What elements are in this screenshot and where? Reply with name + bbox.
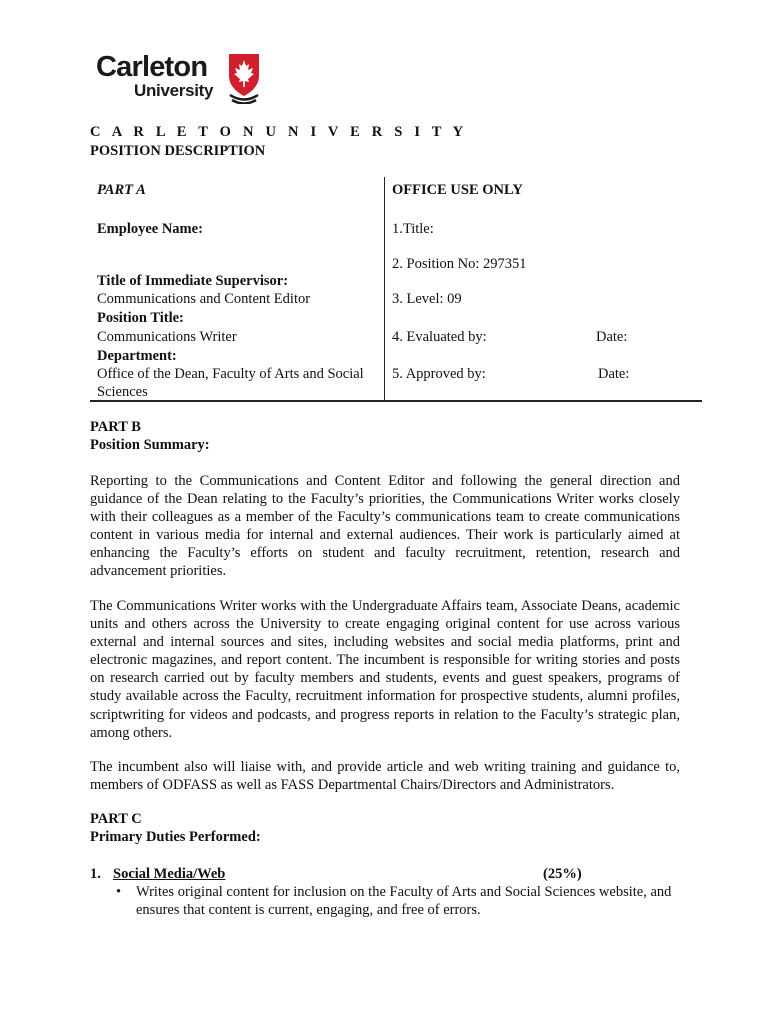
logo-wordmark-university: University: [134, 81, 214, 100]
supervisor-value: Communications and Content Editor: [97, 291, 311, 307]
duty-percent: (25%): [543, 866, 582, 882]
maple-leaf-shield-icon: [226, 52, 262, 104]
supervisor-label: Title of Immediate Supervisor:: [97, 273, 289, 289]
approved-by-field: 5. Approved by:: [392, 366, 486, 382]
carleton-logo: [96, 50, 271, 106]
primary-duties-heading: Primary Duties Performed:: [90, 829, 261, 845]
position-number-field: 2. Position No: 297351: [392, 256, 527, 272]
position-title-value: Communications Writer: [97, 329, 237, 345]
bullet-icon: •: [116, 884, 122, 900]
summary-paragraph-2: The Communications Writer works with the Undergraduate Affairs team, Associate Deans, academic units and others across the University to create engaging original content for use across various external and internal sources and sites, including websites and social media platforms, print and electronic magazines, and report content. The incumbent is responsible for writing stories and posts on research carried out by faculty members and students, events and guest speakers, programs of study available across the Faculty, recruitment information for prospective students, alumni profiles, scriptwriting for videos and podcasts, and progress reports in relation to the Faculty’s strategic plan, among others.: [90, 598, 680, 741]
employee-name-label: Employee Name:: [97, 221, 203, 237]
approved-date-field: Date:: [598, 366, 630, 382]
department-label: Department:: [97, 348, 177, 364]
evaluated-by-field: 4. Evaluated by:: [392, 329, 487, 345]
part-b-heading: PART B: [90, 419, 141, 435]
office-use-heading: OFFICE USE ONLY: [392, 182, 523, 198]
summary-paragraph-1: Reporting to the Communications and Content Editor and following the general direction and guidance of the Dean relating to the Faculty’s priorities, the Communications Writer works closely with their colleagues as a member of the Faculty’s communications team to create communications content in various media for internal and external audiences. Their work is particularly aimed at enhancing the Faculty’s efforts on student and faculty recruitment, retention, research and advancement priorities.: [90, 473, 680, 580]
part-a-heading: PART A: [97, 182, 146, 198]
duty-number: 1.: [90, 866, 101, 882]
position-summary-heading: Position Summary:: [90, 437, 210, 453]
office-title-field: 1.Title:: [392, 221, 434, 237]
document-title: POSITION DESCRIPTION: [90, 143, 266, 159]
column-divider: [384, 177, 385, 400]
logo-wordmark-carleton: Carleton: [96, 51, 208, 83]
part-c-heading: PART C: [90, 811, 142, 827]
position-title-label: Position Title:: [97, 310, 184, 326]
university-heading: C A R L E T O N U N I V E R S I T Y: [90, 124, 468, 140]
level-field: 3. Level: 09: [392, 291, 462, 307]
duty-bullet-text: Writes original content for inclusion on the Faculty of Arts and Social Sciences website, and ensures that content is current, engaging, and free of errors.: [136, 884, 672, 919]
section-divider: [90, 400, 702, 402]
duty-title: Social Media/Web: [113, 866, 226, 882]
department-value-line2: Sciences: [97, 384, 148, 400]
summary-paragraph-3: The incumbent also will liaise with, and provide article and web writing training and guidance to, members of ODFASS as well as FASS Departmental Chairs/Directors and Administrators.: [90, 759, 680, 794]
evaluated-date-field: Date:: [596, 329, 628, 345]
department-value-line1: Office of the Dean, Faculty of Arts and Social: [97, 366, 364, 382]
